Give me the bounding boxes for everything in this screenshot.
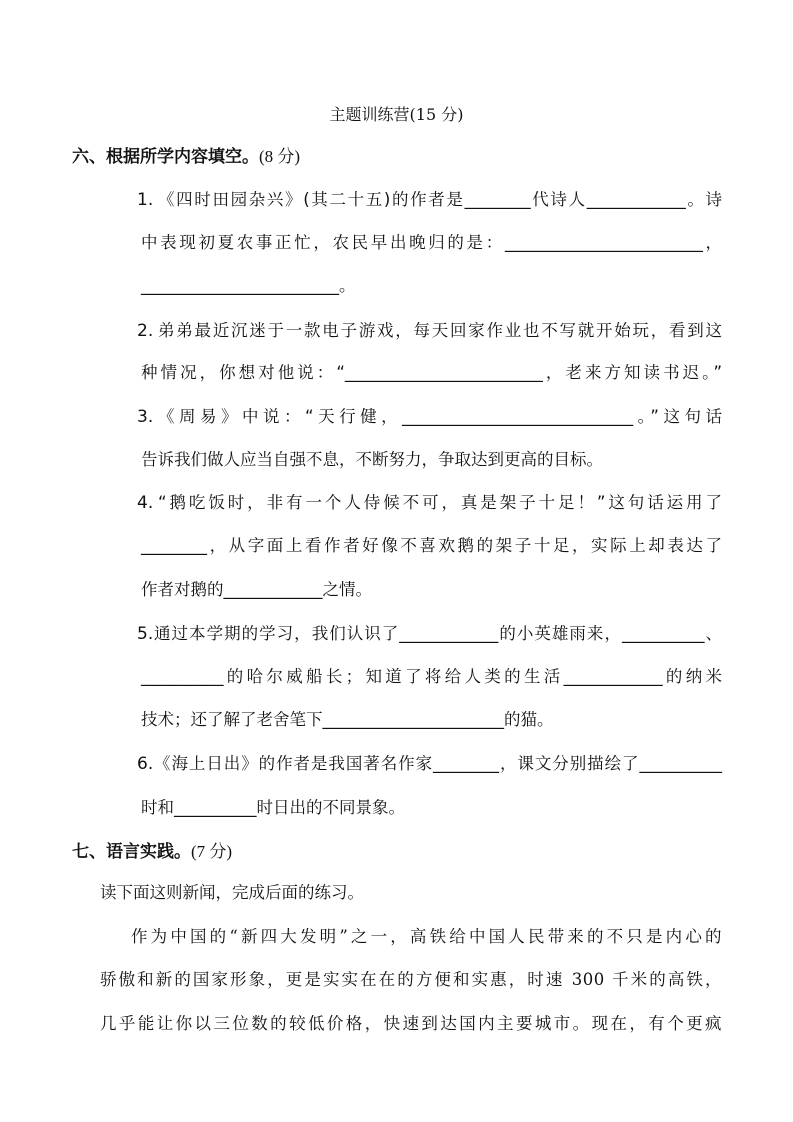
question-line: 《周易》中说：“天行健，____________________________。”这句话 — [158, 407, 722, 426]
section-7-heading — [72, 841, 232, 863]
question-line: 通过本学期的学习，我们认识了____________的小英雄雨来，__________、 — [154, 624, 722, 643]
question-number: 1. — [137, 190, 154, 210]
question-number: 4. — [137, 493, 154, 513]
question-line: ________，从字面上看作者好像不喜欢鹅的架子十足，实际上却表达了 — [141, 536, 722, 555]
section-7-instruction: 读下面这则新闻，完成后面的练习。 — [100, 883, 364, 902]
question-line: __________的哈尔威船长；知道了将给人类的生活____________的纳米 — [141, 667, 722, 686]
passage-line: 几乎能让你以三位数的较低价格，快速到达国内主要城市。现在，有个更疯 — [100, 1014, 722, 1033]
question-number: 5. — [137, 624, 154, 644]
question-line: 种情况，你想对他说：“________________________，老来方知读书迟。” — [141, 363, 722, 382]
question-line: ________________________。 — [141, 276, 356, 295]
passage-line: 骄傲和新的国家形象，更是实实在在的方便和实惠，时速 300 千米的高铁， — [100, 970, 722, 989]
question-line: 告诉我们做人应当自强不息，不断努力，争取达到更高的目标。 — [141, 450, 603, 469]
question-number: 3. — [137, 407, 154, 427]
question-line: 作者对鹅的____________之情。 — [141, 580, 372, 599]
question-number: 6. — [137, 754, 154, 774]
question-line: 弟弟最近沉迷于一款电子游戏，每天回家作业也不写就开始玩，看到这 — [158, 321, 722, 340]
section-7-points: (7 分) — [191, 842, 233, 861]
passage-line: 作为中国的“新四大发明”之一，高铁给中国人民带来的不只是内心的 — [131, 927, 722, 946]
question-line: “鹅吃饭时，非有一个人侍候不可，真是架子十足！”这句话运用了 — [158, 493, 722, 512]
question-line: 技术；还了解了老舍笔下______________________的猫。 — [141, 710, 554, 729]
section-7-title: 七、语言实践。 — [72, 842, 191, 862]
question-line: 时和__________时日出的不同景象。 — [141, 798, 405, 817]
section-6-points: (8 分) — [259, 147, 301, 166]
question-line: 《海上日出》的作者是我国著名作家________，课文分别描绘了__________ — [154, 754, 722, 773]
page-title: 主题训练营(15 分) — [329, 105, 464, 124]
section-6-heading — [72, 146, 300, 168]
question-line: 中表现初夏农事正忙，农民早出晚归的是：________________________， — [141, 233, 722, 252]
section-6-title: 六、根据所学内容填空。 — [72, 147, 259, 167]
question-line: 《四时田园杂兴》(其二十五)的作者是________代诗人____________。诗 — [158, 190, 722, 209]
question-number: 2. — [137, 321, 154, 341]
